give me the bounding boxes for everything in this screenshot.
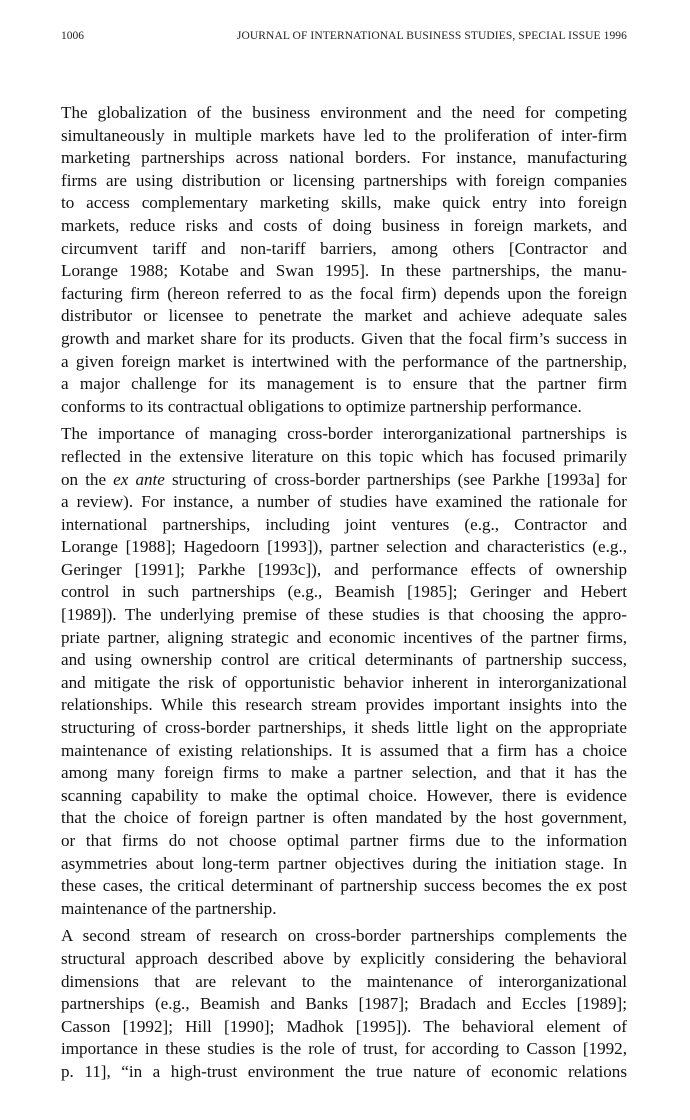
text-line: control in such partnerships (e.g., Beamish [1985]; Geringer and Hebert (61, 582, 627, 602)
text-line: international partnerships, including joint ventures (e.g., Contractor and (61, 514, 627, 534)
text-line: Casson [1992]; Hill [1990]; Madhok [1995]). The behavioral element of (61, 1016, 627, 1036)
text-line: growth and market share for its products. Given that the focal firm’s success in (61, 328, 627, 348)
text-line: simultaneously in multiple markets have led to the proliferation of inter-firm (61, 125, 627, 145)
text-line: A second stream of research on cross-border partnerships complements the (61, 926, 627, 946)
text-line: dimensions that are relevant to the maintenance of interorganizational (61, 971, 627, 991)
page-number: 1006 (61, 30, 84, 42)
text-line: The importance of managing cross-border interorganizational partnerships is (61, 424, 627, 444)
text-line: and using ownership control are critical determinants of partnership success, (61, 650, 627, 670)
paragraph-1 (61, 102, 627, 418)
page-header (61, 30, 627, 46)
text-line: or that firms do not choose optimal partner firms due to the information (61, 831, 627, 850)
text-line: a major challenge for its management is to ensure that the partner firm (61, 374, 627, 394)
text-line: structural approach described above by explicitly considering the behavioral (61, 948, 627, 968)
text-line: asymmetries about long-term partner objectives during the initiation stage. In (61, 853, 627, 873)
text-line: and mitigate the risk of opportunistic behavior inherent in interorganizational (61, 672, 627, 692)
text-line: marketing partnerships across national borders. For instance, manufacturing (61, 148, 627, 168)
paragraph-3 (61, 925, 627, 1083)
text-line: maintenance of existing relationships. It is assumed that a firm has a choice (61, 740, 627, 760)
text-line: a given foreign market is intertwined with the performance of the partnership, (61, 351, 627, 371)
body-text (61, 102, 627, 1089)
text-line: markets, reduce risks and costs of doing business in foreign markets, and (61, 215, 627, 235)
text-line: reflected in the extensive literature on this topic which has focused primarily (61, 446, 627, 466)
text-line: circumvent tariff and non-tariff barriers, among others [Contractor and (61, 238, 627, 258)
text-line: conforms to its contractual obligations to optimize partnership performance. (61, 396, 582, 416)
text-line: to access complementary marketing skills, make quick entry into foreign (61, 193, 627, 213)
text-line: Geringer [1991]; Parkhe [1993c]), and performance effects of ownership (61, 559, 627, 579)
text-line: maintenance of the partnership. (61, 898, 277, 918)
text-line: that the choice of foreign partner is often mandated by the host government, (61, 808, 627, 828)
text-line: relationships. While this research stream provides important insights into the (61, 695, 627, 715)
text-line: importance in these studies is the role of trust, for according to Casson [1992, (61, 1039, 627, 1059)
text-line: priate partner, aligning strategic and economic incentives of the partner firms, (61, 627, 627, 647)
text-line: Lorange [1988]; Hagedoorn [1993]), partner selection and characteristics (e.g., (61, 537, 627, 557)
text-line: The globalization of the business environment and the need for competing (61, 103, 627, 122)
running-head: JOURNAL OF INTERNATIONAL BUSINESS STUDIES, SPECIAL ISSUE 1996 (236, 30, 627, 42)
text-line: on the ex ante structuring of cross-border partnerships (see Parkhe [1993a] for (61, 469, 627, 489)
text-line: partnerships (e.g., Beamish and Banks [1987]; Bradach and Eccles [1989]; (61, 994, 627, 1014)
text-line: a review). For instance, a number of studies have examined the rationale for (61, 492, 627, 512)
text-line: Lorange 1988; Kotabe and Swan 1995]. In these partnerships, the manu- (61, 261, 627, 281)
text-line: structuring of cross-border partnerships, it sheds little light on the appropriate (61, 718, 627, 738)
text-line: among many foreign firms to make a partner selection, and that it has the (61, 763, 627, 783)
text-line: firms are using distribution or licensing partnerships with foreign companies (61, 170, 627, 190)
paragraph-2 (61, 423, 627, 920)
text-line: facturing firm (hereon referred to as the focal firm) depends upon the foreign (61, 283, 627, 303)
text-line: p. 11], “in a high-trust environment the true nature of economic relations (61, 1061, 627, 1081)
text-line: distributor or licensee to penetrate the market and achieve adequate sales (61, 306, 627, 326)
text-line: scanning capability to make the optimal choice. However, there is evidence (61, 785, 627, 805)
text-line: these cases, the critical determinant of partnership success becomes the ex post (61, 876, 627, 896)
text-line: [1989]). The underlying premise of these studies is that choosing the appro- (61, 605, 627, 625)
